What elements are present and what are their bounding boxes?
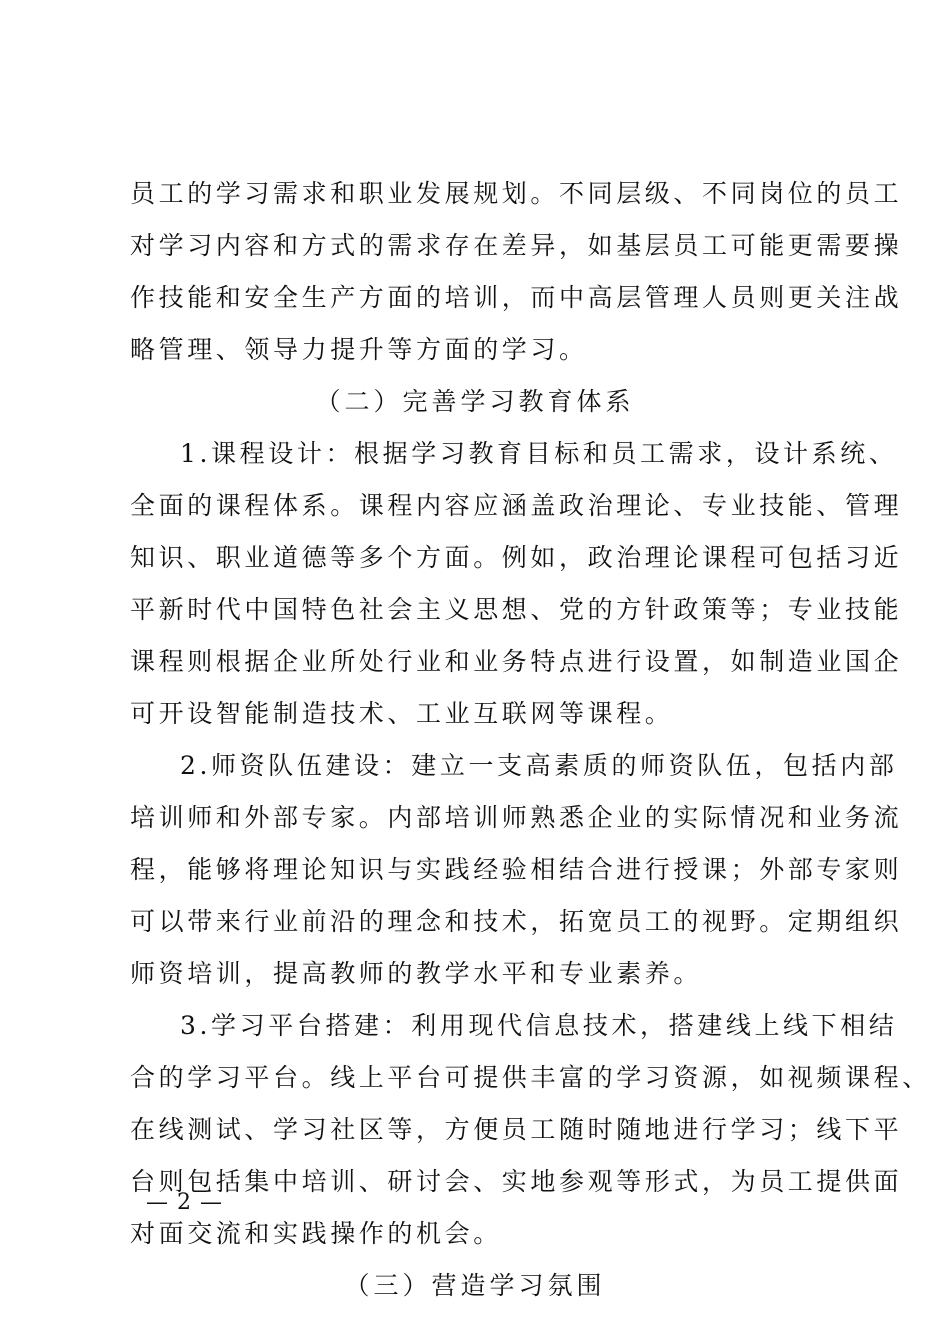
text-line: 培训师和外部专家。内部培训师熟悉企业的实际情况和业务流 <box>130 803 903 832</box>
text-line: 合的学习平台。线上平台可提供丰富的学习资源，如视频课程、 <box>130 1063 931 1092</box>
text-line: 程，能够将理论知识与实践经验相结合进行授课；外部专家则 <box>130 855 903 884</box>
text-line: 2.师资队伍建设：建立一支高素质的师资队伍，包括内部 <box>180 751 898 780</box>
paragraph-teaching-staff <box>130 740 903 1000</box>
text-line: 平新时代中国特色社会主义思想、党的方针政策等；专业技能 <box>130 595 903 624</box>
document-body <box>130 168 931 1312</box>
page-number: — 2 — <box>146 1190 223 1215</box>
paragraph-learning-platform <box>130 1000 931 1260</box>
text-line: 员工的学习需求和职业发展规划。不同层级、不同岗位的员工 <box>130 179 903 208</box>
text-line: 略管理、领导力提升等方面的学习。 <box>130 335 588 364</box>
paragraph-continuation <box>130 168 903 376</box>
text-line: 对面交流和实践操作的机会。 <box>130 1219 502 1248</box>
text-line: 1.课程设计：根据学习教育目标和员工需求，设计系统、 <box>180 439 898 468</box>
text-line: 台则包括集中培训、研讨会、实地参观等形式，为员工提供面 <box>130 1167 903 1196</box>
text-line: 可开设智能制造技术、工业互联网等课程。 <box>130 699 674 728</box>
text-line: 作技能和安全生产方面的培训，而中高层管理人员则更关注战 <box>130 283 903 312</box>
text-line: 知识、职业道德等多个方面。例如，政治理论课程可包括习近 <box>130 543 903 572</box>
text-line: 可以带来行业前沿的理念和技术，拓宽员工的视野。定期组织 <box>130 907 903 936</box>
text-line: 课程则根据企业所处行业和业务特点进行设置，如制造业国企 <box>130 647 903 676</box>
text-line: 在线测试、学习社区等，方便员工随时随地进行学习；线下平 <box>130 1115 903 1144</box>
section-heading-2: （二）完善学习教育体系 <box>315 387 635 416</box>
text-line: 3.学习平台搭建：利用现代信息技术，搭建线上线下相结 <box>180 1011 898 1040</box>
text-line: 全面的课程体系。课程内容应涵盖政治理论、专业技能、管理 <box>130 491 903 520</box>
section-heading-3: （三）营造学习氛围 <box>344 1271 606 1300</box>
text-line: 师资培训，提高教师的教学水平和专业素养。 <box>130 959 703 988</box>
paragraph-course-design <box>130 428 903 740</box>
text-line: 对学习内容和方式的需求存在差异，如基层员工可能更需要操 <box>130 231 903 260</box>
